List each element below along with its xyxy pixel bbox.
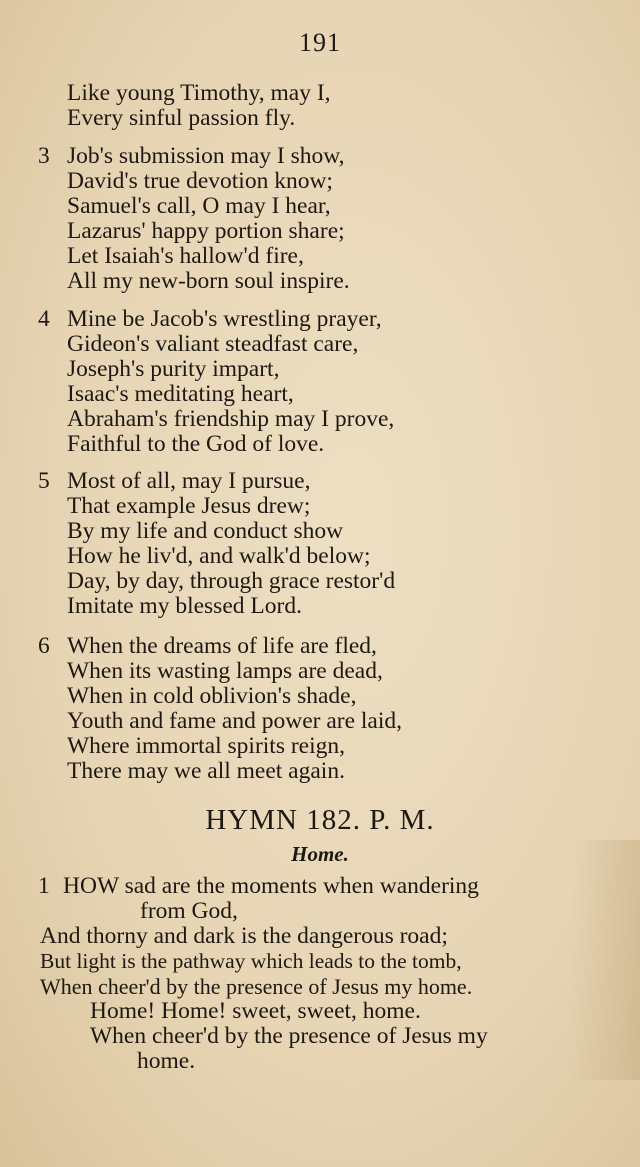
verse-line: When its wasting lamps are dead, bbox=[67, 658, 383, 684]
verse-line: Day, by day, through grace restor'd bbox=[67, 568, 396, 594]
verse-line: And thorny and dark is the dangerous road; bbox=[40, 923, 448, 949]
verse-line: from God, bbox=[140, 898, 238, 924]
verse-line: Where immortal spirits reign, bbox=[67, 733, 346, 759]
verse-line: home. bbox=[137, 1048, 196, 1074]
verse-line: Lazarus' happy portion share; bbox=[67, 218, 345, 244]
verse-line: When cheer'd by the presence of Jesus my home. bbox=[40, 974, 473, 999]
verse-line: Mine be Jacob's wrestling prayer, bbox=[67, 306, 382, 332]
stanza-number: 4 bbox=[38, 306, 50, 332]
verse-line: Gideon's valiant steadfast care, bbox=[67, 331, 359, 357]
verse-line: Let Isaiah's hallow'd fire, bbox=[67, 243, 304, 269]
verse-line: When in cold oblivion's shade, bbox=[67, 683, 357, 709]
verse-line: Joseph's purity impart, bbox=[67, 356, 280, 382]
verse-line: That example Jesus drew; bbox=[67, 493, 311, 519]
hymn-title: HYMN 182. P. M. bbox=[205, 804, 435, 836]
verse-line: Every sinful passion fly. bbox=[67, 105, 296, 131]
verse-line: Like young Timothy, may I, bbox=[67, 80, 331, 106]
verse-line: Samuel's call, O may I hear, bbox=[67, 193, 331, 219]
verse-line: All my new-born soul inspire. bbox=[67, 268, 350, 294]
verse-line: How he liv'd, and walk'd below; bbox=[67, 543, 371, 569]
verse-line: Abraham's friendship may I prove, bbox=[67, 406, 395, 432]
hymn-subtitle: Home. bbox=[291, 842, 349, 866]
verse-line: HOW sad are the moments when wandering bbox=[63, 873, 479, 899]
verse-line: David's true devotion know; bbox=[67, 168, 333, 194]
verse-line: Youth and fame and power are laid, bbox=[67, 708, 403, 734]
verse-line: Most of all, may I pursue, bbox=[67, 468, 311, 494]
stanza-number: 3 bbox=[38, 143, 50, 169]
verse-line: Job's submission may I show, bbox=[67, 143, 345, 169]
stanza-number: 6 bbox=[38, 633, 50, 659]
verse-line: When the dreams of life are fled, bbox=[67, 633, 377, 659]
page-number: 191 bbox=[299, 28, 341, 57]
stanza-number: 5 bbox=[38, 468, 50, 494]
stanza-number: 1 bbox=[38, 873, 50, 899]
verse-line: There may we all meet again. bbox=[67, 758, 345, 784]
verse-line: Imitate my blessed Lord. bbox=[67, 593, 302, 619]
verse-line: When cheer'd by the presence of Jesus my bbox=[90, 1023, 488, 1049]
verse-line: By my life and conduct show bbox=[67, 518, 344, 544]
verse-line: Home! Home! sweet, sweet, home. bbox=[90, 998, 421, 1024]
verse-line: But light is the pathway which leads to the tomb, bbox=[40, 949, 462, 973]
paper-stain bbox=[570, 840, 640, 1080]
verse-line: Faithful to the God of love. bbox=[67, 431, 325, 457]
verse-line: Isaac's meditating heart, bbox=[67, 381, 294, 407]
